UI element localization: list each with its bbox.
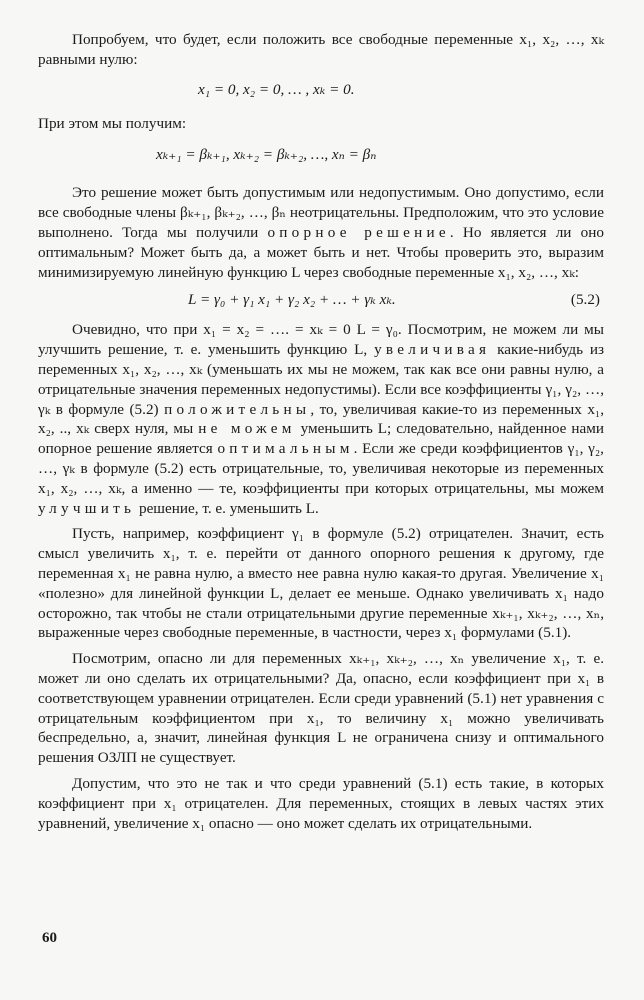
paragraph-4-emphasis-1: увеличивая: [374, 341, 491, 359]
paragraph-4-text-f: решение, т. е. уменьшить L.: [135, 499, 319, 517]
formula-free-vars-zero: x₁ = 0, x₂ = 0, … , xₖ = 0.: [198, 80, 355, 98]
book-page: [38, 30, 604, 833]
paragraph-4-text-c: , то, увеличивая какие-то из переменных x₁, x₂, .., xₖ сверх нуля, мы: [38, 400, 605, 438]
paragraph-3-emphasis: опорное решение: [267, 223, 450, 241]
paragraph-4-emphasis-2: положительны: [164, 400, 311, 418]
paragraph-4-emphasis-3: не можем: [198, 420, 296, 438]
paragraph-7: Допустим, что это не так и что среди уравнений (5.1) есть такие, в которых коэффициент при x₁ отрицателен. Для переменных, стоящих в левых частях этих уравнений, увеличение x₁ опасно — оно может сделать их отрицательными.: [38, 774, 604, 832]
paragraph-5: Пусть, например, коэффициент γ₁ в формуле (5.2) отрицателен. Значит, есть смысл увеличить x₁, т. е. перейти от данного опорного решения к другому, где переменная x₁ не равна нулю, а вместо нее равна нулю какая-то другая. Увеличение x₁ «полезно» для линейной функции L, делает ее меньше. Однако увеличивать x₁ надо осторожно, так чтобы не стали отрицательными другие переменные xₖ₊₁, xₖ₊₂, …, xₙ, выраженные через свободные переменные, в частности, через x₁ формулами (5.1).: [38, 525, 604, 642]
paragraph-3-text-a: Это решение может быть допустимым или недопустимым. Оно допустимо, если все свободные члены βₖ₊₁, βₖ₊₂, …, βₙ неотрицательны. Предположим, что это условие выполнено. Тогда мы получили: [38, 184, 604, 241]
paragraph-3: [38, 183, 604, 282]
paragraph-1: Попробуем, что будет, если положить все свободные переменные x₁, x₂, …, xₖ равными нулю:: [38, 31, 604, 68]
paragraph-4-emphasis-4: оптимальным: [217, 440, 354, 458]
paragraph-2: При этом мы получим:: [38, 114, 187, 132]
paragraph-3-text-b: . Но является ли оно оптимальным? Может быть да, а может быть и нет. Чтобы проверить это, выразим минимизируемую линейную функцию L через свободные переменные x₁, x₂, …, xₖ:: [38, 223, 604, 281]
formula-5-2-body: L = γ₀ + γ₁ x₁ + γ₂ x₂ + … + γₖ xₖ.: [188, 291, 396, 309]
formula-basic-vars: xₖ₊₁ = βₖ₊₁, xₖ₊₂ = βₖ₊₂, …, xₙ = βₙ: [156, 146, 377, 164]
equation-number: (5.2): [570, 291, 600, 309]
page-number: 60: [42, 930, 57, 946]
paragraph-4-emphasis-5: улучшить: [38, 499, 136, 517]
paragraph-4-text-a: Очевидно, что при x₁ = x₂ = …. = xₖ = 0 L = γ₀. Посмотрим, не можем ли мы улучшить решение, т. е. уменьшить функцию L,: [38, 321, 604, 359]
paragraph-4: [38, 320, 604, 518]
paragraph-4-text-b: какие-нибудь из переменных x₁, x₂, …, xₖ (уменьшать их мы не можем, так как все они равны нулю, а отрицательные значения переменных недопустимы). Если все коэффициенты γ₁, γ₂, …, γₖ в формуле (5.2): [38, 341, 604, 418]
paragraph-4-text-d: уменьшить L; следовательно, найденное нами опорное решение является: [38, 420, 604, 458]
paragraph-6: Посмотрим, опасно ли для переменных xₖ₊₁, xₖ₊₂, …, xₙ увеличение x₁, т. е. может ли оно сделать их отрицательными? Да, опасно, если коэффициент при x₁ в соответствующем уравнении отрицателен. Если среди уравнений (5.1) нет уравнения с отрицательным коэффициентом при x₁, то величину x₁ можно увеличивать беспредельно, а, значит, линейная функция L не ограничена снизу и оптимального решения ОЗЛП не существует.: [38, 650, 604, 767]
paragraph-4-text-e: . Если же среди коэффициентов γ₁, γ₂, …, γₖ в формуле (5.2) есть отрицательные, то, увеличивая некоторые из переменных x₁, x₂, …, xₖ, а именно — те, коэффициенты при которых отрицательны, мы можем: [38, 440, 604, 497]
formula-5-2: [38, 290, 604, 310]
